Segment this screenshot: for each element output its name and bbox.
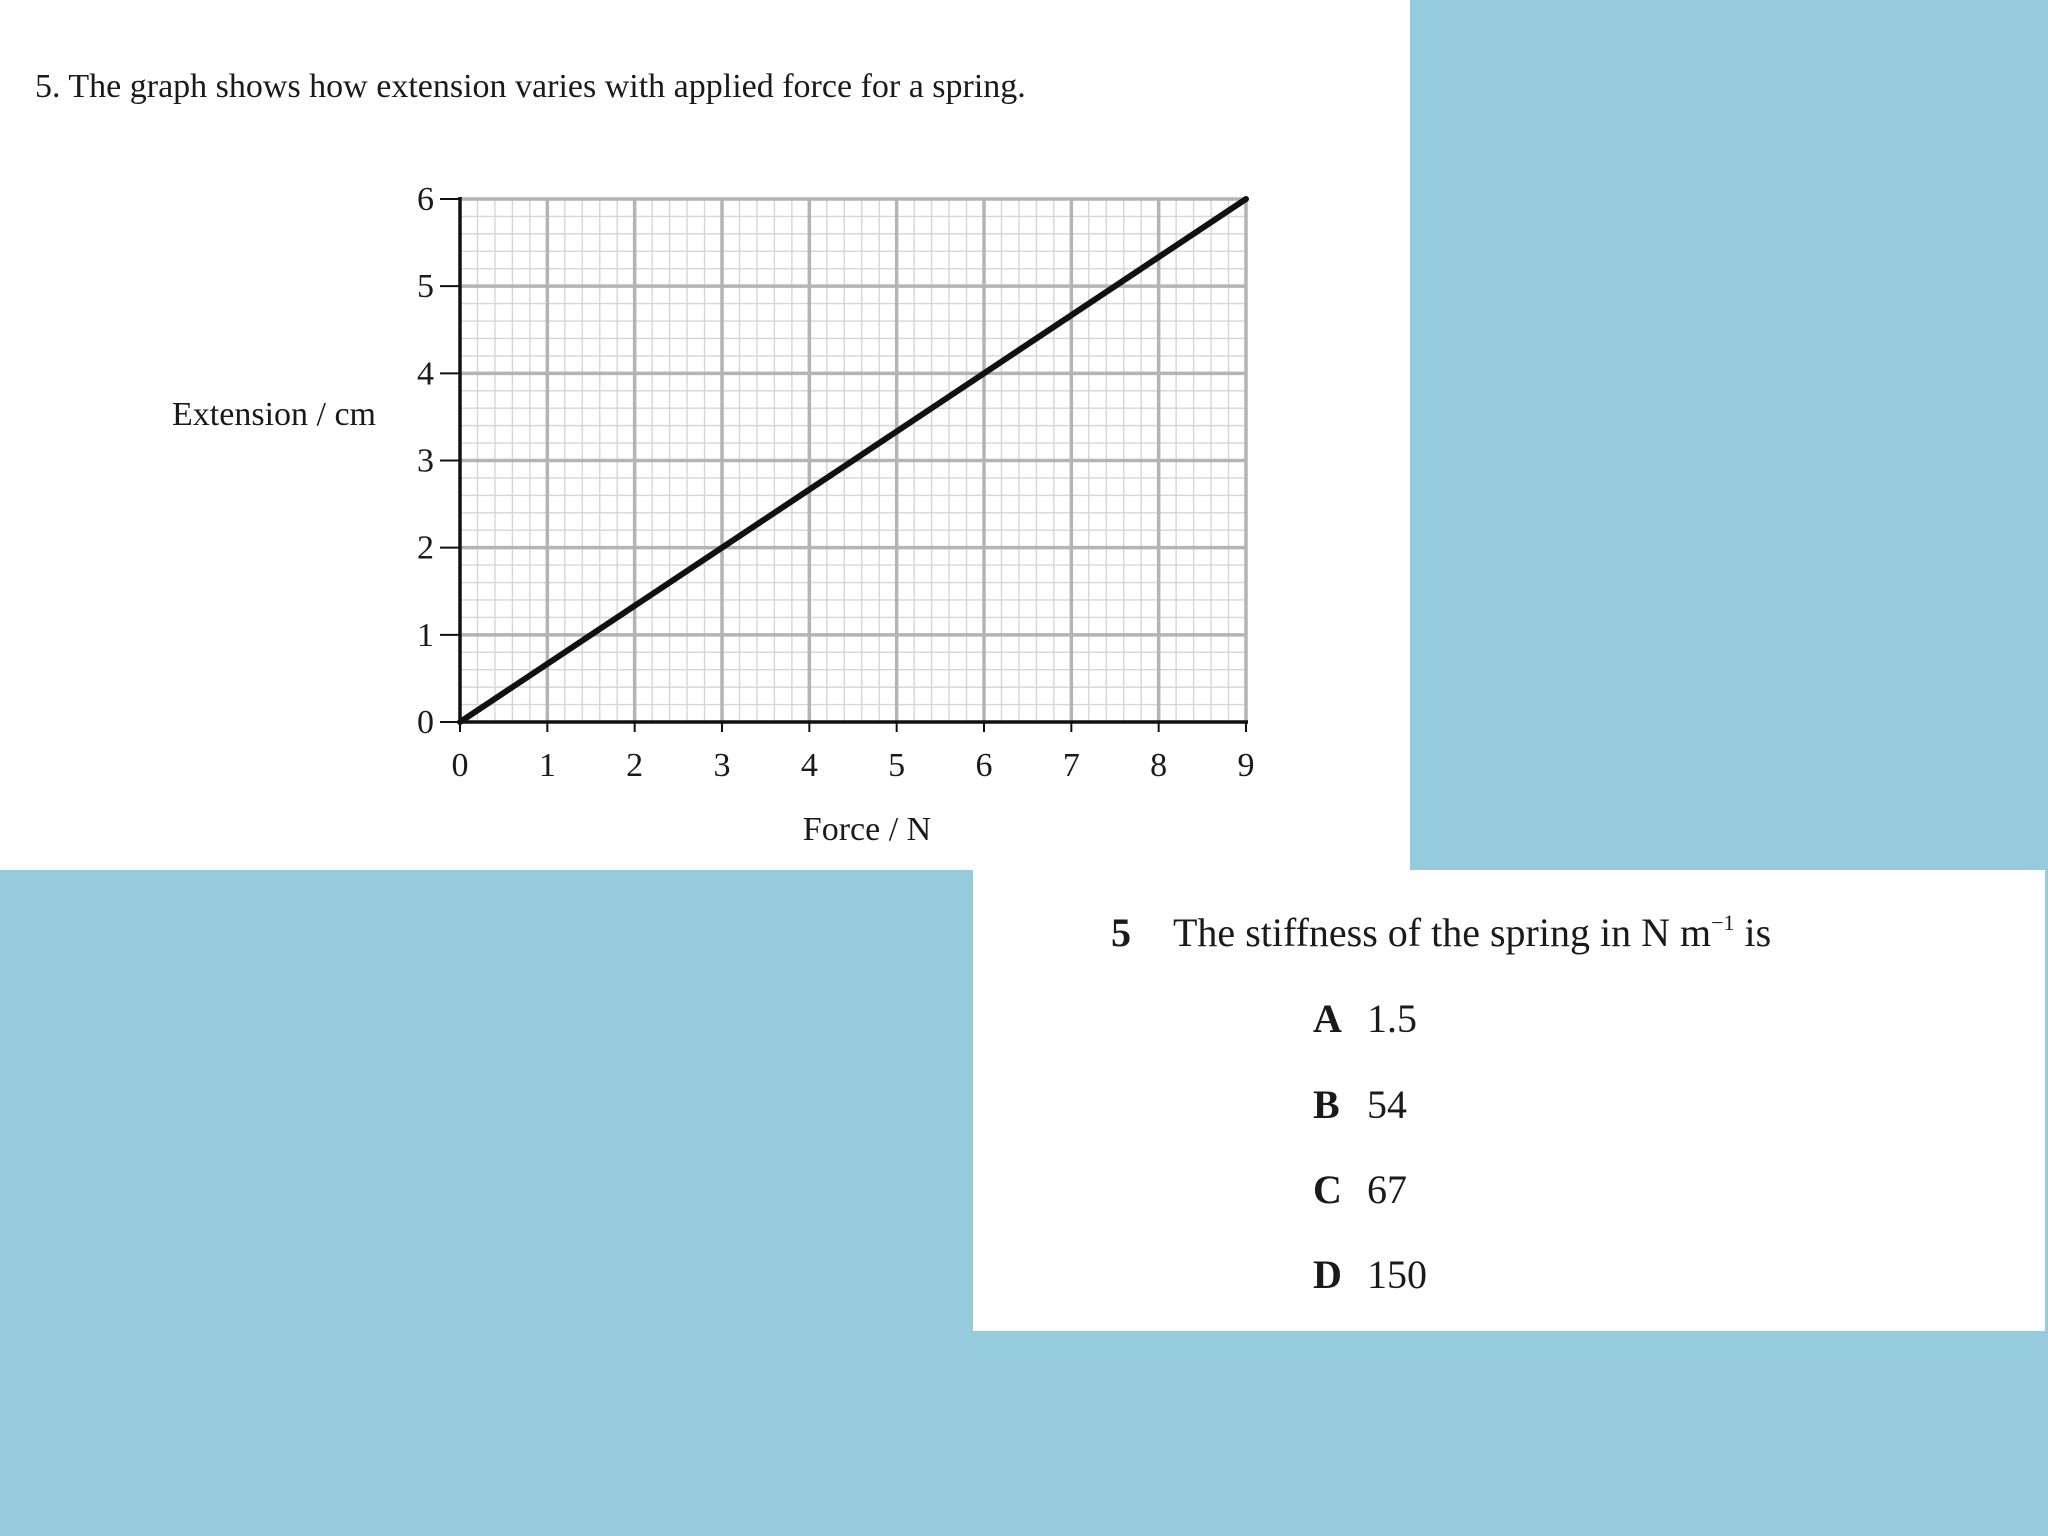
- question-stem-end: is: [1734, 910, 1772, 955]
- question-panel: [973, 870, 2045, 1331]
- y-tick-label: 4: [417, 355, 434, 393]
- x-tick-label: 3: [713, 747, 731, 784]
- tick-labels: [417, 181, 1255, 784]
- option-letter: A: [1313, 996, 1342, 1041]
- y-tick-label: 3: [417, 442, 434, 480]
- option-d[interactable]: [1313, 1252, 1427, 1297]
- option-value: 54: [1367, 1082, 1407, 1127]
- y-tick-label: 6: [417, 181, 434, 218]
- y-tick-label: 1: [417, 616, 434, 654]
- x-tick-label: 8: [1150, 747, 1168, 784]
- option-letter: B: [1313, 1082, 1340, 1127]
- graph-panel: [0, 0, 1410, 870]
- option-a[interactable]: [1313, 996, 1417, 1041]
- x-tick-label: 2: [626, 747, 644, 784]
- mc-question-stem: [1111, 910, 1772, 955]
- y-tick-label: 2: [417, 529, 434, 567]
- y-tick-label: 5: [417, 268, 434, 306]
- option-value: 67: [1367, 1167, 1407, 1212]
- x-tick-label: 0: [451, 747, 469, 784]
- x-tick-label: 7: [1062, 747, 1080, 784]
- question-title: 5. The graph shows how extension varies with applied force for a spring.: [35, 68, 1026, 105]
- option-value: 150: [1367, 1252, 1427, 1297]
- x-tick-label: 6: [975, 747, 993, 784]
- option-letter: C: [1313, 1167, 1342, 1212]
- y-axis-label: Extension / cm: [172, 396, 376, 433]
- extension-force-chart: [0, 0, 1410, 870]
- x-tick-label: 4: [800, 747, 818, 784]
- x-tick-label: 1: [538, 747, 556, 784]
- x-tick-label: 9: [1237, 747, 1255, 784]
- option-b[interactable]: [1313, 1082, 1407, 1127]
- x-axis-label: Force / N: [802, 811, 932, 848]
- option-c[interactable]: [1313, 1167, 1407, 1212]
- x-tick-label: 5: [888, 747, 906, 784]
- option-value: 1.5: [1367, 996, 1417, 1041]
- question-stem-text: The stiffness of the spring in N m: [1173, 910, 1712, 955]
- unit-exponent: −1: [1711, 910, 1735, 935]
- y-tick-label: 0: [417, 704, 434, 741]
- question-number: 5: [1111, 910, 1131, 955]
- option-letter: D: [1313, 1252, 1342, 1297]
